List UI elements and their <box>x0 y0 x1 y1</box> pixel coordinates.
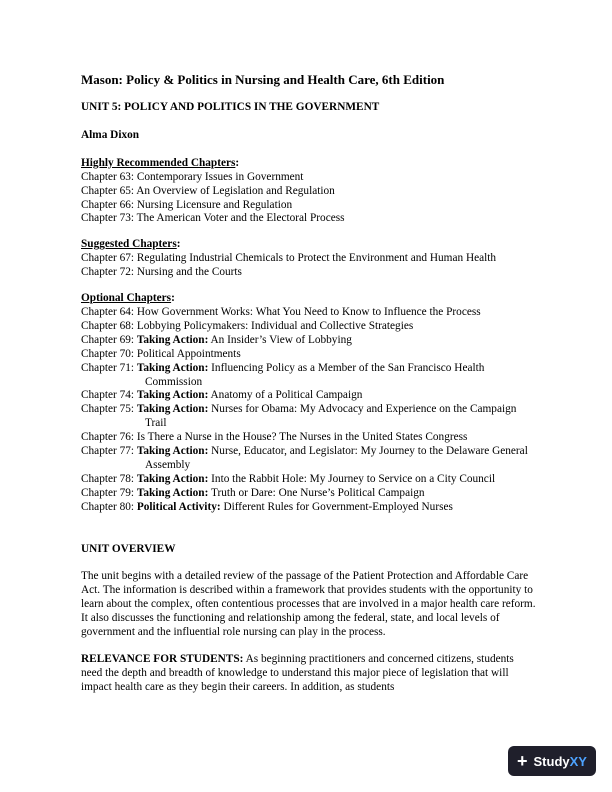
chapter-item: Chapter 76: Is There a Nurse in the House? The Nurses in the United States Congress <box>81 431 468 444</box>
suggested-section <box>81 238 536 280</box>
studyxy-badge[interactable] <box>508 746 596 776</box>
highly-recommended-section <box>81 157 536 227</box>
unit-heading: UNIT 5: POLICY AND POLITICS IN THE GOVERNMENT <box>81 101 380 113</box>
chapter-item: Chapter 73: The American Voter and the Electoral Process <box>81 212 345 225</box>
document-page <box>81 72 536 708</box>
author-name: Alma Dixon <box>81 128 140 141</box>
chapter-item: Chapter 72: Nursing and the Courts <box>81 266 242 279</box>
optional-section <box>81 292 536 515</box>
unit-overview-heading: UNIT OVERVIEW <box>81 542 176 555</box>
chapter-item: Chapter 65: An Overview of Legislation and Regulation <box>81 184 335 197</box>
chapter-item: Chapter 79: Taking Action: Truth or Dare: One Nurse’s Political Campaign <box>81 486 425 499</box>
chapter-item: Chapter 68: Lobbying Policymakers: Individual and Collective Strategies <box>81 319 414 332</box>
chapter-item: Chapter 80: Political Activity: Different Rules for Government-Employed Nurses <box>81 500 453 513</box>
chapter-item: Chapter 74: Taking Action: Anatomy of a Political Campaign <box>81 389 363 402</box>
chapter-item: Chapter 69: Taking Action: An Insider’s View of Lobbying <box>81 333 352 346</box>
relevance-heading: RELEVANCE FOR STUDENTS: <box>81 653 244 665</box>
plus-icon: + <box>517 751 528 771</box>
section-heading: Suggested Chapters: <box>81 238 181 251</box>
relevance-paragraph <box>81 653 536 695</box>
chapter-item: Chapter 67: Regulating Industrial Chemicals to Protect the Environment and Human Health <box>81 252 497 265</box>
chapter-item: Chapter 77: Taking Action: Nurse, Educator, and Legislator: My Journey to the Delaware General Assembly <box>81 445 528 471</box>
chapter-item: Chapter 66: Nursing Licensure and Regulation <box>81 198 293 211</box>
chapter-item: Chapter 78: Taking Action: Into the Rabbit Hole: My Journey to Service on a City Council <box>81 472 496 485</box>
brand-main: Study <box>533 753 570 769</box>
chapter-item: Chapter 75: Taking Action: Nurses for Obama: My Advocacy and Experience on the Campaign Trail <box>81 403 517 430</box>
chapter-item: Chapter 71: Taking Action: Influencing Policy as a Member of the San Francisco Health Commission <box>81 361 485 388</box>
section-heading: Highly Recommended Chapters: <box>81 156 240 169</box>
document-title: Mason: Policy & Politics in Nursing and Health Care, 6th Edition <box>81 72 445 87</box>
section-heading: Optional Chapters: <box>81 292 175 305</box>
relevance-text: As beginning practitioners and concerned citizens, students need the depth and breadth of knowledge to understand this major piece of legislation that will impact health care as they begin their careers. In addition, as students <box>81 653 514 693</box>
unit-overview-text: The unit begins with a detailed review of the passage of the Patient Protection and Affordable Care Act. The information is described within a framework that provides students with the opportunity to learn about the complex, often contentious processes that are involved in a major health care reform. It also discusses the functioning and relationship among the federal, state, and local levels of government and the influential role nursing can play in the process. <box>81 570 536 639</box>
chapter-item: Chapter 70: Political Appointments <box>81 347 241 360</box>
chapter-item: Chapter 64: How Government Works: What You Need to Know to Influence the Process <box>81 305 481 318</box>
brand-accent: XY <box>569 753 587 769</box>
chapter-item: Chapter 63: Contemporary Issues in Government <box>81 170 304 183</box>
